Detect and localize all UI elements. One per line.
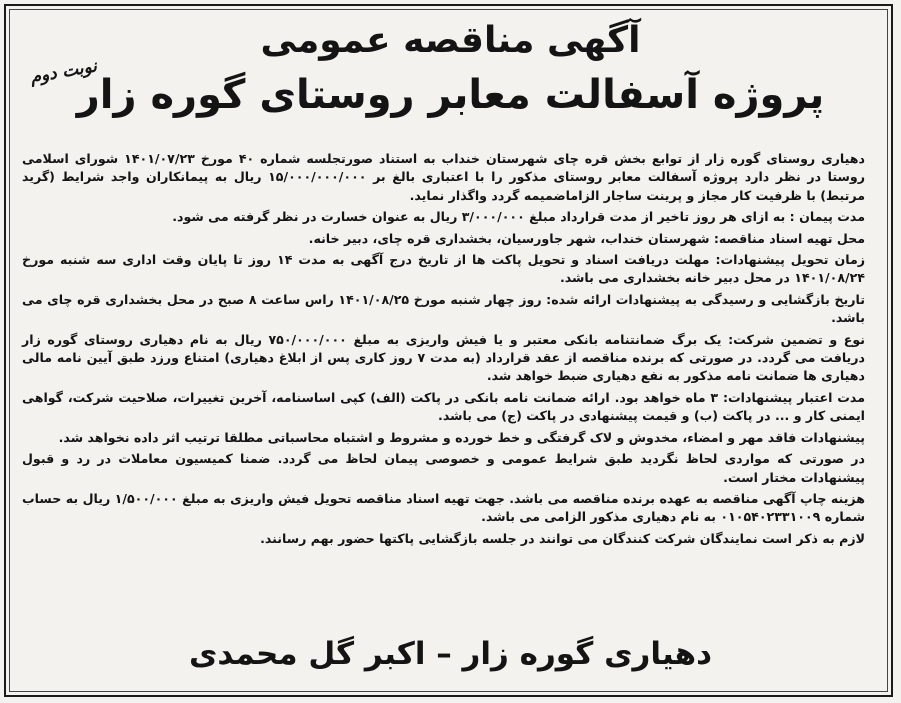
notice-title: آگهی مناقصه عمومی	[260, 20, 641, 61]
notice-body	[22, 150, 879, 548]
paragraph-submission-time: زمان تحویل پیشنهادات: مهلت دریافت اسناد و تحویل پاکت ها از تاریخ درج آگهی به مدت ۱۴ روز تا پایان وقت اداری سه شنبه مورخ ۱۴۰۱/۰۸/۲۴ در محل دبیر خانه بخشداری می باشد.	[22, 252, 865, 286]
paragraph-guarantee: نوع و تضمین شرکت: یک برگ ضمانتنامه بانکی معتبر و یا فیش واریزی به مبلغ ۷۵۰/۰۰۰/۰۰۰ ریال به نام دهیاری روستای گوره زار دریافت می گردد. در صورتی که برنده مناقصه از عقد قرارداد (به مدت ۷ روز کاری پس از ابلاغ دهیاری) امتناع ورزد طبق آیین نامه مالی دهیاری ها ضمانت نامه مذکور به نفع دهیاری ضبط خواهد شد.	[22, 331, 865, 384]
paragraph-fees: هزینه چاپ آگهی مناقصه به عهده برنده مناقصه می باشد. جهت تهیه اسناد مناقصه تحویل فیش واریزی به مبلغ ۱/۵۰۰/۰۰۰ ریال به حساب شماره ۰۱۰۵۴۰۲۳۳۱۰۰۹ به نام دهیاری مذکور الزامی می باشد.	[22, 490, 865, 525]
signature-line: دهیاری گوره زار – اکبر گل محمدی	[188, 636, 713, 672]
paragraph-intro: دهیاری روستای گوره زار از توابع بخش قره چای شهرستان خنداب به استناد صورتجلسه شماره ۴۰ مورخ ۱۴۰۱/۰۷/۲۳ شورای اسلامی روستا در نظر دارد پروژه آسفالت معابر روستای مذکور را با اعتباری بالغ بر ۱۵/۰۰۰/۰۰۰/۰۰۰ ریال به پیمانکاران واجد شرایط (گرید مرتبط) با ظرفیت کار مجاز و پرینت ساجار الزاماضمیمه گردد واگذار نماید.	[22, 151, 865, 203]
paragraph-general-terms: در صورتی که مواردی لحاظ نگردید طبق شرایط عمومی و خصوصی پیمان لحاظ می گردد. ضمنا کمیسیون معاملات در رد و قبول پیشنهادات مختار است.	[22, 451, 865, 485]
project-title: پروژه آسفالت معابر روستای گوره زار	[76, 72, 825, 118]
paragraph-validity: مدت اعتبار پیشنهادات: ۳ ماه خواهد بود. ارائه ضمانت نامه بانکی در پاکت (الف) کپی اساسنامه، آخرین تغییرات، صلاحیت شرکت، گواهی ایمنی کار و ... در پاکت (ب) و قیمت پیشنهادی در پاکت (ج) می باشد.	[22, 389, 865, 424]
paragraph-documents-location: محل تهیه اسناد مناقصه: شهرستان خنداب، شهر جاورسیان، بخشداری قره چای، دبیر خانه.	[308, 230, 865, 246]
round-label: نوبت دوم	[28, 56, 99, 88]
paragraph-opening-date: تاریخ بازگشایی و رسیدگی به پیشنهادات ارائه شده: روز چهار شنبه مورخ ۱۴۰۱/۰۸/۲۵ راس ساعت ۸ صبح در محل بخشداری قره چای می باشد.	[22, 291, 865, 326]
paragraph-contract-term: مدت پیمان : به ازای هر روز تاخیر از مدت قرارداد مبلغ ۳/۰۰۰/۰۰۰ ریال به عنوان خسارت در نظر گرفته می شود.	[172, 209, 865, 225]
paragraph-attendance: لازم به ذکر است نمایندگان شرکت کنندگان می توانند در جلسه بازگشایی پاکتها حضور بهم رسانند.	[260, 530, 865, 546]
paragraph-invalid-bids: پیشنهادات فاقد مهر و امضاء، مخدوش و لاک گرفتگی و خط خورده و مشروط و اشتباه محاسباتی مطلقا ترتیب اثر داده نخواهد شد.	[58, 429, 865, 445]
